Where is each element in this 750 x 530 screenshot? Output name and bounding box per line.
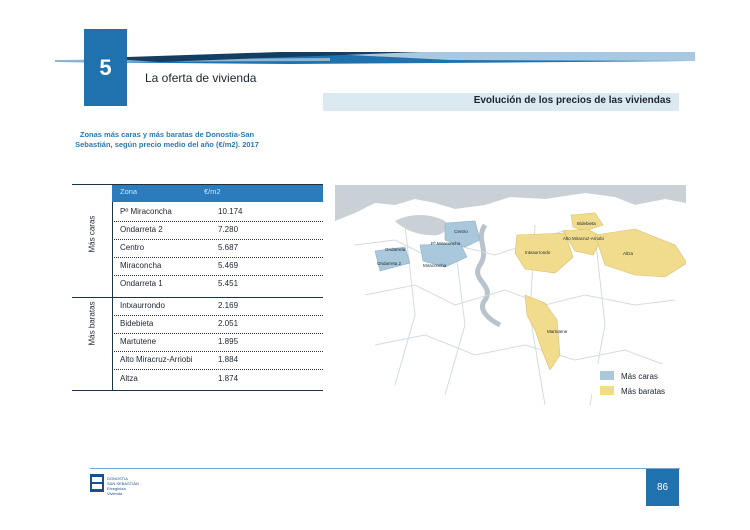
table-header: [112, 184, 323, 202]
col-header-precio: €/m2: [204, 187, 221, 196]
group-label-cheap: Más baratas: [87, 301, 97, 346]
table-row: Intxaurrondo 2.169: [112, 298, 323, 316]
table-row: Bidebieta 2.051: [112, 316, 323, 334]
table-row: Centro 5.687: [112, 240, 323, 258]
section-title: Evolución de los precios de las viviendas: [473, 95, 671, 106]
map-label-centro: Centro: [454, 229, 468, 234]
group-label-expensive: Más caras: [87, 215, 97, 253]
map-label-ondarreta: Ondarreta: [385, 247, 406, 252]
map-label-bidebieta: Bidebieta: [577, 221, 596, 226]
table-row: Alto Miracruz-Arriobi 1.884: [112, 352, 323, 370]
table-row: Altza 1.874: [120, 374, 239, 383]
map-label-intxaurrondo: Intxaurrondo: [525, 250, 551, 255]
map-label-miraconcha: Miraconcha: [423, 263, 447, 268]
map-label-pmiraconcha: Pº Miraconcha: [431, 241, 461, 246]
price-table: [72, 184, 323, 391]
legend-label-expensive: Más caras: [621, 372, 658, 381]
table-row: Ondarreta 1 5.451: [120, 279, 239, 288]
table-row: Miraconcha 5.469: [112, 258, 323, 276]
table-row: Martutene 1.895: [112, 334, 323, 352]
col-header-zona: Zona: [120, 187, 138, 196]
map-label-martutene: Martutene: [547, 329, 568, 334]
table-caption: Zonas más caras y más baratas de Donostia-San Sebastián, según precio medio del año (€/m2). 2017: [75, 130, 259, 149]
table-bottom-rule: [72, 390, 323, 391]
city-logo: [89, 472, 149, 496]
section-band: [323, 93, 679, 111]
table-row: Pº Miraconcha 10.174: [112, 204, 323, 222]
table-top-rule: [72, 184, 323, 185]
logo-text-line: Etxegintza: [107, 486, 126, 491]
table-row: Ondarreta 2 7.280: [112, 222, 323, 240]
shield-icon: [89, 472, 105, 494]
legend-label-cheap: Más baratas: [621, 387, 666, 396]
map-label-altomiracruz: Alto Miracruz-Arriobi: [563, 236, 604, 241]
logo-text-line: DONOSTIA: [107, 476, 128, 481]
map-legend: [592, 364, 683, 405]
legend-swatch-cheap: [600, 386, 614, 395]
footer-rule: [90, 468, 680, 469]
logo-text-line: SAN SEBASTIÁN: [107, 481, 139, 486]
zones-map: [335, 185, 686, 412]
page-number: 86: [646, 469, 679, 506]
map-label-altza: Altza: [623, 251, 634, 256]
chapter-number: 5: [84, 29, 127, 106]
legend-swatch-expensive: [600, 371, 614, 380]
chapter-title: La oferta de vivienda: [145, 71, 257, 85]
map-label-ondarreta2: Ondarreta 2: [377, 261, 402, 266]
logo-text-line: Vivienda: [107, 491, 123, 496]
